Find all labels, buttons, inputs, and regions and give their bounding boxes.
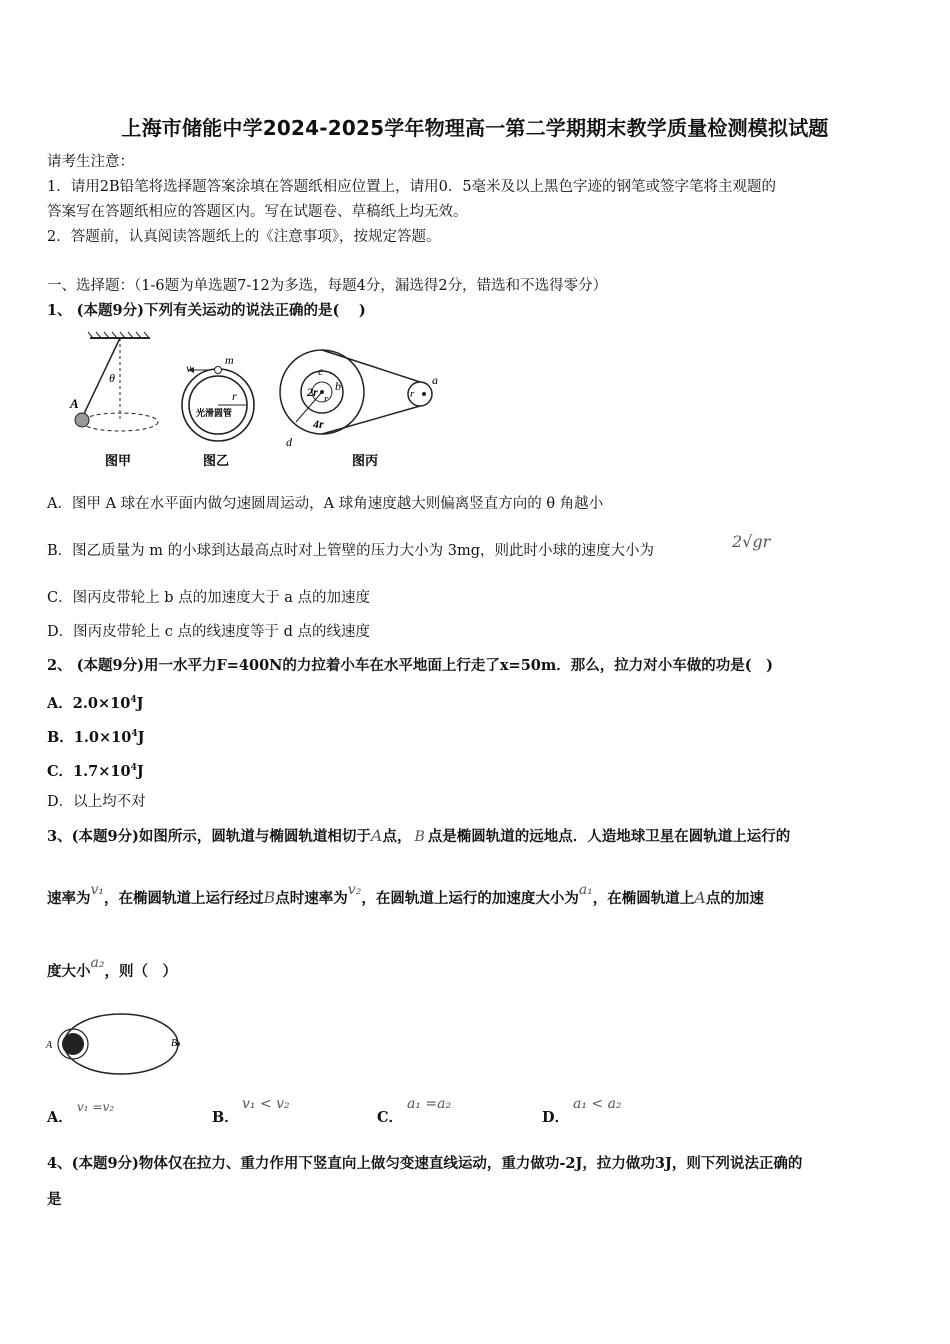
q3-option-a: A．: [47, 1109, 73, 1126]
figure-jia: [69, 332, 158, 468]
b-label: b: [335, 379, 341, 393]
notice-line-1b: 答案写在答题纸相应的答题区内。写在试题卷、草稿纸上均无效。: [47, 204, 468, 220]
orbit-a-label: A: [46, 1040, 53, 1051]
c-label: c: [318, 364, 324, 378]
caption-bing: 图丙: [352, 453, 379, 468]
figure-bing: [280, 350, 438, 468]
q3-orbit-figure: [44, 1008, 189, 1083]
orbit-b-label: B: [171, 1038, 178, 1049]
notice-heading: 请考生注意：: [47, 154, 134, 170]
q1-option-b-formula: 2√gr: [732, 532, 771, 551]
notice-line-1a: 1．请用2B铅笔将选择题答案涂填在答题纸相应位置上，请用0．5毫米及以上黑色字迹的钢笔或签字笔将主观题的: [47, 179, 777, 195]
2r-label: 2r: [307, 385, 318, 399]
ra-label: r: [410, 388, 415, 400]
q3-option-d: D．: [542, 1109, 570, 1126]
q2-stem: 2、 (本题9分)用一水平力F=400N的力拉着小车在水平地面上行走了x=50m．那么，拉力对小车做的功是( ): [47, 657, 773, 674]
q2-option-c: C．$1.7\times 10^4J$: [47, 762, 144, 780]
d-label: d: [286, 435, 292, 449]
q3-option-c-formula: a₁ =a₂: [407, 1096, 452, 1112]
caption-jia: 图甲: [105, 453, 132, 468]
r-label: r: [232, 389, 237, 403]
q1-option-d: D．图丙皮带轮上 c 点的线速度等于 d 点的线速度: [47, 624, 370, 640]
notice-line-2: 2．答题前，认真阅读答题纸上的《注意事项》，按规定答题。: [47, 229, 441, 245]
q1-option-b: B．图乙质量为 m 的小球到达最高点时对上管壁的压力大小为 3mg，则此时小球的速度大小为: [47, 543, 654, 559]
q4-line-1: 4、(本题9分)物体仅在拉力、重力作用下竖直向上做匀变速直线运动，重力做功-2J，拉力做功3J，则下列说法正确的: [47, 1155, 803, 1172]
4r-label: 4r: [313, 417, 324, 431]
q1-stem: 1、 (本题9分)下列有关运动的说法正确的是( ): [47, 302, 366, 319]
q2-option-a: A．$2.0\times 10^4J$: [47, 694, 144, 712]
q3-line-1: 3、(本题9分)如图所示，圆轨道与椭圆轨道相切于A点， B 点是椭圆轨道的远地点．人造地球卫星在圆轨道上运行的: [47, 826, 791, 845]
page-title: 上海市储能中学2024-2025学年物理高一第二学期期末教学质量检测模拟试题: [121, 116, 829, 140]
a-label: a: [432, 373, 438, 387]
q1-figure: [60, 330, 460, 475]
q3-line-2: 速率为v₁，在椭圆轨道上运行经过B点时速率为v₂，在圆轨道上运行的加速度大小为a₁，在椭圆轨道上A点的加速: [47, 882, 764, 907]
tube-label: 光滑圆管: [196, 408, 233, 418]
q2-option-b: B．$1.0\times 10^4J$: [47, 728, 145, 746]
q3-option-a-formula: v₁ =v₂: [77, 1100, 115, 1114]
m-label: m: [225, 353, 234, 367]
q1-option-a: A．图甲 A 球在水平面内做匀速圆周运动，A 球角速度越大则偏离竖直方向的 θ 角越小: [47, 496, 604, 512]
q3-option-d-formula: a₁ < a₂: [573, 1096, 622, 1112]
q3-option-c: C．: [377, 1109, 404, 1126]
section-heading: 一、选择题：（1-6题为单选题7-12为多选，每题4分，漏选得2分，错选和不选得零分）: [47, 278, 608, 294]
theta-label: θ: [109, 371, 115, 385]
ball-a-label: A: [70, 396, 79, 411]
figure-yi: [182, 353, 254, 468]
q3-line-3: 度大小a₂，则（ ）: [47, 955, 177, 980]
q1-option-c: C．图丙皮带轮上 b 点的加速度大于 a 点的加速度: [47, 590, 370, 606]
q2-option-d: D．以上均不对: [47, 794, 146, 810]
q3-option-b: B．: [212, 1109, 239, 1126]
r-inner-label: r: [324, 393, 329, 405]
q3-option-b-formula: v₁ < v₂: [242, 1096, 290, 1112]
caption-yi: 图乙: [203, 453, 230, 468]
q4-line-2: 是: [47, 1191, 62, 1208]
v-label: v: [186, 361, 192, 375]
